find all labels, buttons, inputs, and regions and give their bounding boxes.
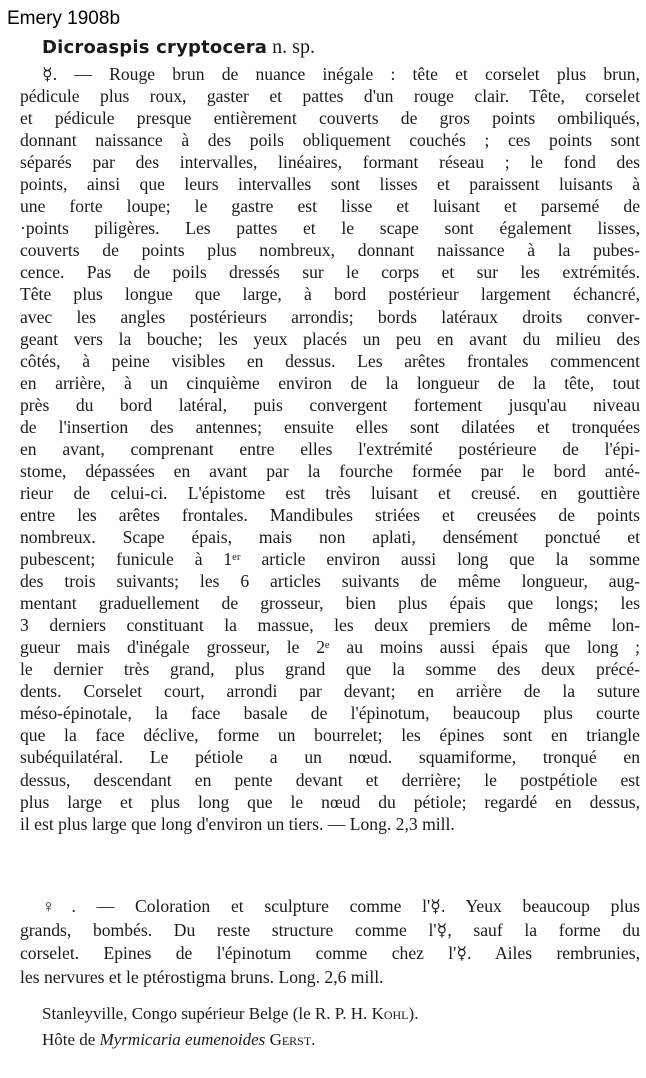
text-line: mentant graduellement de grosseur, bien plus épais que longs; les — [20, 593, 640, 614]
taxon-status: n. sp. — [272, 36, 315, 58]
text-line: près du bord latéral, puis convergent fortement jusqu'au niveau — [20, 394, 640, 415]
text-line: méso-épinotale, la face basale de l'épinotum, beaucoup plus courte — [20, 703, 640, 724]
text-line: plus large et plus long que le nœud du pétiole; regardé en dessus, — [20, 791, 640, 812]
locality-line — [42, 1004, 418, 1024]
text-line: que la face déclive, forme un bourrelet; les épines sont en triangle — [20, 725, 640, 746]
text-line: le dernier très grand, plus grand que la somme des deux précé- — [20, 659, 640, 680]
text-line: rieur de celui-ci. L'épistome est très luisant et creusé. en gouttière — [20, 482, 640, 503]
locality-close: ). — [408, 1004, 419, 1023]
text-line: pubescent; funicule à 1ᵉʳ article environ aussi long que la somme — [20, 549, 640, 570]
host-prefix: Hôte de — [42, 1030, 100, 1049]
text-line: gueur mais d'inégale grosseur, le 2ᵉ au moins aussi épais que long ; — [20, 637, 640, 658]
text-line: stome, dépassées en avant par la fourche formée par le bord anté- — [20, 460, 640, 481]
text-line: en avant, comprenant entre elles l'extrémité postérieure de l'épi- — [20, 438, 640, 459]
host-species: Myrmicaria eumenoides — [99, 1030, 266, 1049]
text-line: côtés, à peine visibles en dessus. Les arêtes frontales commencent — [20, 350, 640, 371]
text-line: en arrière, à un cinquième environ de la longueur de la tête, tout — [20, 372, 640, 393]
text-line: des trois suivants; les 6 articles suivants de même longueur, aug- — [20, 571, 640, 592]
text-line: il est plus large que long d'environ un tiers. — Long. 2,3 mill. — [20, 813, 455, 834]
text-line: une forte loupe; le gastre est lisse et luisant et parsemé de — [20, 196, 640, 217]
text-line: couverts de points plus nombreux, donnant naissance à la pubes- — [20, 240, 640, 261]
text-line: dessus, descendant en pente devant et derrière; le postpétiole est — [20, 769, 640, 790]
text-line: grands, bombés. Du reste structure comme l'☿, sauf la forme du — [20, 919, 640, 940]
text-line: subéquilatéral. Le pétiole a un nœud. squamiforme, tronqué en — [20, 747, 640, 768]
female-description — [20, 895, 640, 989]
text-line: corselet. Epines de l'épinotum comme chez l'☿. Ailes rembrunies, — [20, 943, 640, 963]
text-line: et pédicule presque entièrement couverts de gros points ombiliqués, — [20, 108, 640, 129]
text-line: séparés par des intervalles, linéaires, formant réseau ; le fond des — [20, 152, 640, 173]
text-line: points, ainsi que leurs intervalles sont lisses et paraissent luisants à — [20, 174, 640, 195]
species-heading — [42, 36, 315, 59]
host-line — [42, 1030, 315, 1050]
host-author: Gerst — [269, 1030, 312, 1049]
text-line: pédicule plus roux, gaster et pattes d'un rouge clair. Tête, corselet — [20, 86, 640, 107]
text-line: ♀. — Coloration et sculpture comme l'☿. Yeux beaucoup plus — [42, 896, 640, 916]
collector-name: Kohl — [371, 1004, 409, 1023]
species-name: Dicroaspis cryptocera — [42, 37, 268, 58]
text-line: geant vers la bouche; les yeux placés un peu en avant du milieu des — [20, 328, 640, 349]
text-line: donnant naissance à des poils obliquement couchés ; ces points sont — [20, 130, 640, 151]
text-line: entre les arêtes frontales. Mandibules striées et creusées de points — [20, 504, 640, 525]
host-suffix: . — [311, 1030, 316, 1049]
text-line: cence. Pas de poils dressés sur le corps et sur les extrémités. — [20, 262, 640, 283]
citation-label: Emery 1908b — [7, 8, 121, 29]
text-line: avec les angles postérieurs arrondis; bords latéraux droits conver- — [20, 306, 640, 327]
text-line: de l'insertion des antennes; ensuite elles sont dilatées et tronquées — [20, 416, 640, 437]
text-line: dents. Corselet court, arrondi par devant; en arrière de la suture — [20, 681, 640, 702]
locality-text: Stanleyville, Congo supérieur Belge (le R. P. H. — [42, 1004, 372, 1023]
text-line: ·points piligères. Les pattes et le scape sont également lisses, — [20, 218, 640, 239]
worker-description — [20, 63, 640, 835]
text-line: ☿. — Rouge brun de nuance inégale : tête et corselet plus brun, — [42, 64, 640, 84]
text-line: Tête plus longue que large, à bord postérieur largement échancré, — [20, 284, 640, 305]
text-line: les nervures et le ptérostigma bruns. Long. 2,6 mill. — [20, 966, 384, 987]
text-line: nombreux. Scape épais, mais non aplati, densément ponctué et — [20, 526, 640, 547]
text-line: 3 derniers constituant la massue, les deux premiers de même lon- — [20, 615, 640, 636]
